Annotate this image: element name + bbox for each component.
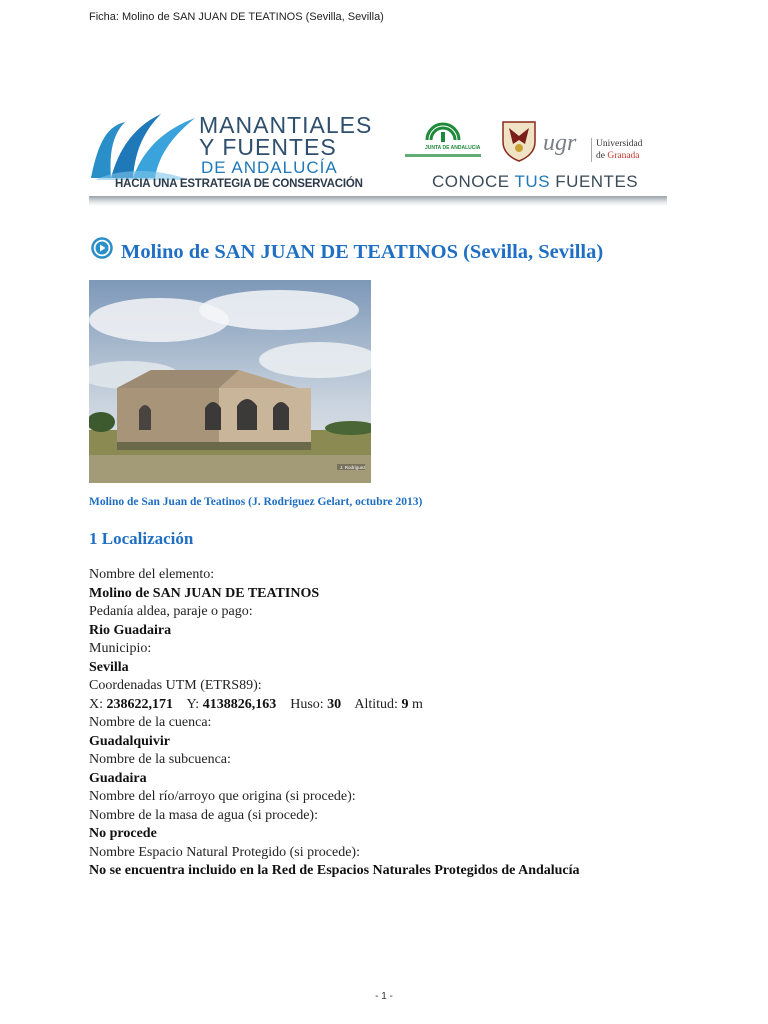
mill-photo	[89, 280, 371, 483]
field-label: Municipio:	[89, 641, 152, 656]
conoce-word: CONOCE	[432, 172, 510, 191]
section-heading: 1 Localización	[89, 529, 194, 548]
field-value: Guadaira	[89, 770, 147, 786]
ugr-wordmark: ugr	[543, 130, 577, 156]
field-value: Rio Guadaira	[89, 622, 172, 638]
univ-de: de	[596, 151, 605, 161]
huso-value: 30	[327, 696, 342, 712]
running-header: Ficha: Molino de SAN JUAN DE TEATINOS (Sevilla, Sevilla)	[89, 11, 384, 23]
photo-caption: Molino de San Juan de Teatinos (J. Rodriguez Gelart, octubre 2013)	[89, 496, 423, 508]
banner-divider	[89, 196, 667, 206]
univ-line2	[596, 150, 642, 162]
altitud-unit: m	[411, 696, 423, 712]
junta-andalucia-logo	[403, 118, 483, 162]
y-value: 4138826,163	[202, 696, 277, 712]
banner-tagline: HACIA UNA ESTRATEGIA DE CONSERVACIÓN	[115, 178, 363, 190]
field-value: Guadalquivir	[89, 733, 170, 749]
partner-logos	[403, 118, 653, 198]
field-label: Nombre de la subcuenca:	[89, 752, 231, 767]
field-label: Pedanía aldea, paraje o pago:	[89, 604, 253, 619]
field-label: Nombre Espacio Natural Protegido (si procede):	[89, 844, 360, 860]
manantiales-logo	[89, 108, 389, 196]
x-label: X:	[89, 696, 103, 712]
field-value: Molino de SAN JUAN DE TEATINOS	[89, 585, 320, 601]
universidad-granada-label	[591, 138, 642, 162]
field-value: No se encuentra incluido en la Red de Espacios Naturales Protegidos de Andalucía	[89, 863, 580, 878]
tus-word: TUS	[514, 172, 551, 191]
field-label: Nombre de la cuenca:	[89, 715, 212, 730]
x-value: 238622,171	[106, 696, 173, 712]
field-label: Nombre del río/arroyo que origina (si procede):	[89, 789, 356, 804]
field-value: No procede	[89, 826, 157, 841]
water-reeds-logo	[89, 108, 199, 180]
coordinates-row	[89, 696, 729, 715]
altitud-value: 9	[401, 696, 409, 712]
photo-credit: J. Rodríguez	[340, 465, 366, 470]
y-label: Y:	[186, 696, 200, 712]
fuentes-word: FUENTES	[555, 172, 639, 191]
field-label: Nombre de la masa de agua (si procede):	[89, 807, 318, 823]
huso-label: Huso:	[290, 696, 324, 712]
field-value: Sevilla	[89, 659, 129, 675]
field-label: Nombre del elemento:	[89, 567, 215, 582]
banner-title-line1: MANANTIALES	[199, 112, 373, 138]
page-title: Molino de SAN JUAN DE TEATINOS (Sevilla, Sevilla)	[121, 241, 604, 263]
banner-title-line2: Y FUENTES	[199, 134, 337, 160]
field-label: Coordenadas UTM (ETRS89):	[89, 678, 262, 693]
header-banner	[89, 108, 667, 210]
altitud-label: Altitud:	[354, 696, 398, 712]
junta-label: JUNTA DE ANDALUCIA	[425, 145, 481, 151]
banner-title-line3: DE ANDALUCÍA	[201, 158, 338, 177]
conoce-tus-fuentes	[432, 172, 638, 192]
play-circle-icon	[91, 237, 113, 259]
location-fields	[89, 566, 729, 881]
univ-granada: Granada	[607, 151, 640, 161]
univ-line1: Universidad	[596, 139, 643, 149]
page-number: - 1 -	[375, 991, 393, 1002]
ugr-shield-logo	[499, 118, 539, 162]
